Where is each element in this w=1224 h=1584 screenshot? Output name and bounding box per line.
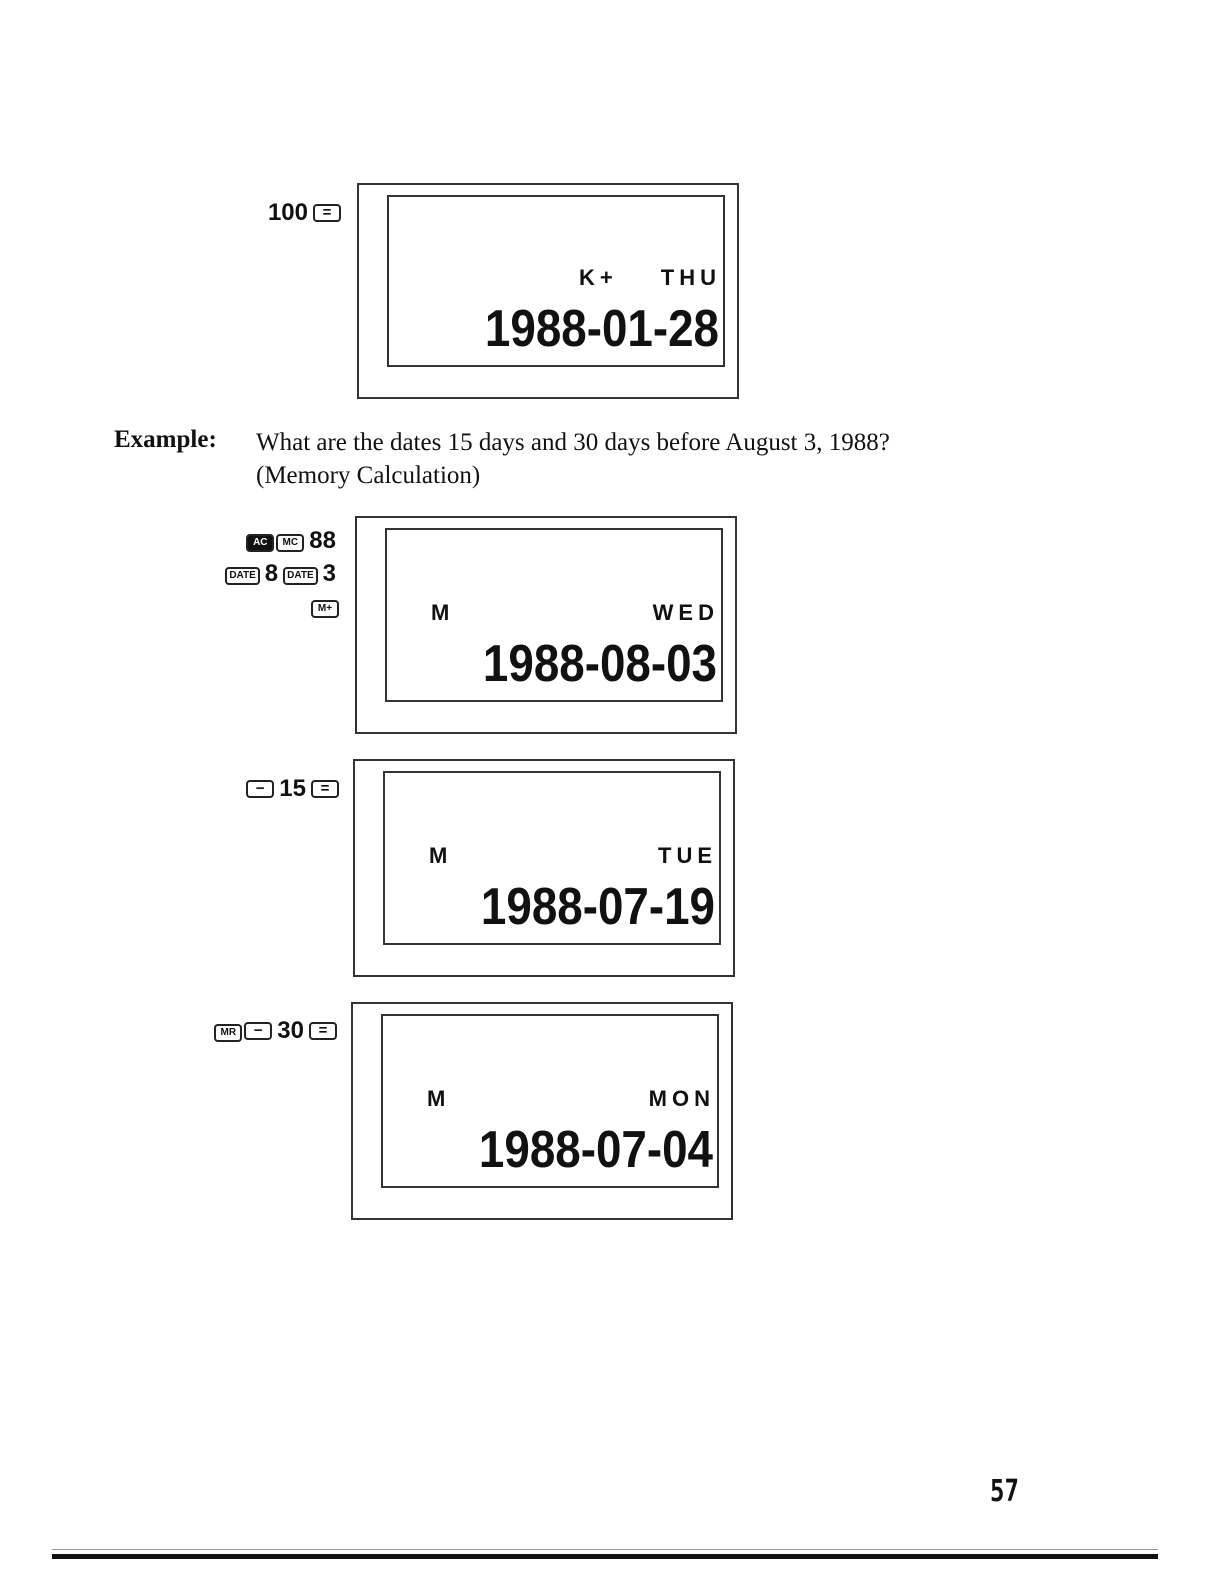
date-key-icon: DATE — [225, 567, 259, 585]
example-question — [256, 426, 1056, 492]
key-row — [224, 524, 340, 557]
memory-indicator: K+ — [579, 265, 618, 290]
memory-indicator: M — [429, 843, 453, 868]
memory-plus-key-icon: M+ — [311, 600, 339, 618]
key-sequence-1 — [264, 196, 342, 229]
example-label: Example: — [114, 426, 217, 453]
display-date: 1988-01-28 — [484, 300, 719, 358]
key-row — [213, 1014, 338, 1047]
key-row — [224, 590, 340, 623]
calculator-display-screen-1 — [387, 195, 725, 367]
calculator-display-screen-4 — [381, 1014, 719, 1188]
key-input-number: 100 — [267, 199, 308, 226]
calculator-display-frame-3 — [353, 759, 735, 977]
all-clear-key-icon: AC — [246, 534, 274, 552]
key-input-number: 3 — [322, 560, 336, 587]
key-input-number: 8 — [264, 560, 279, 587]
equals-key-icon: = — [309, 1022, 337, 1040]
calculator-display-frame-1 — [357, 183, 739, 399]
key-input-number: 88 — [309, 527, 336, 554]
key-sequence-3 — [245, 772, 340, 805]
memory-indicator: M — [431, 600, 455, 625]
equals-key-icon: = — [313, 204, 341, 222]
key-input-number: 30 — [277, 1017, 304, 1044]
key-row — [264, 196, 342, 229]
key-row — [245, 772, 340, 805]
calculator-display-screen-2 — [385, 528, 723, 702]
key-sequence-4 — [213, 1014, 338, 1047]
key-input-number: 15 — [279, 775, 306, 802]
equals-key-icon: = — [311, 780, 339, 798]
weekday-indicator: MON — [648, 1086, 715, 1111]
example-question-line: What are the dates 15 days and 30 days before August 3, 1988? — [256, 429, 890, 456]
display-date: 1988-07-04 — [478, 1121, 713, 1179]
bottom-divider — [52, 1554, 1158, 1559]
calculator-display-frame-2 — [355, 516, 737, 734]
display-date: 1988-08-03 — [482, 635, 717, 693]
bottom-divider-thin — [52, 1549, 1158, 1550]
weekday-indicator: THU — [660, 265, 721, 290]
calculator-display-screen-3 — [383, 771, 721, 945]
display-date: 1988-07-19 — [480, 878, 715, 936]
calculator-display-frame-4 — [351, 1002, 733, 1220]
weekday-indicator: TUE — [658, 843, 717, 868]
page-number: 57 — [990, 1474, 1019, 1509]
example-question-line: (Memory Calculation) — [256, 462, 481, 489]
memory-recall-key-icon: MR — [214, 1024, 242, 1042]
memory-indicator: M — [427, 1086, 451, 1111]
memory-clear-key-icon: MC — [276, 534, 304, 552]
weekday-indicator: WED — [652, 600, 719, 625]
key-sequence-2 — [224, 524, 340, 623]
minus-key-icon: − — [244, 1022, 272, 1040]
date-key-icon: DATE — [283, 567, 317, 585]
minus-key-icon: − — [246, 780, 274, 798]
key-row — [224, 557, 340, 590]
